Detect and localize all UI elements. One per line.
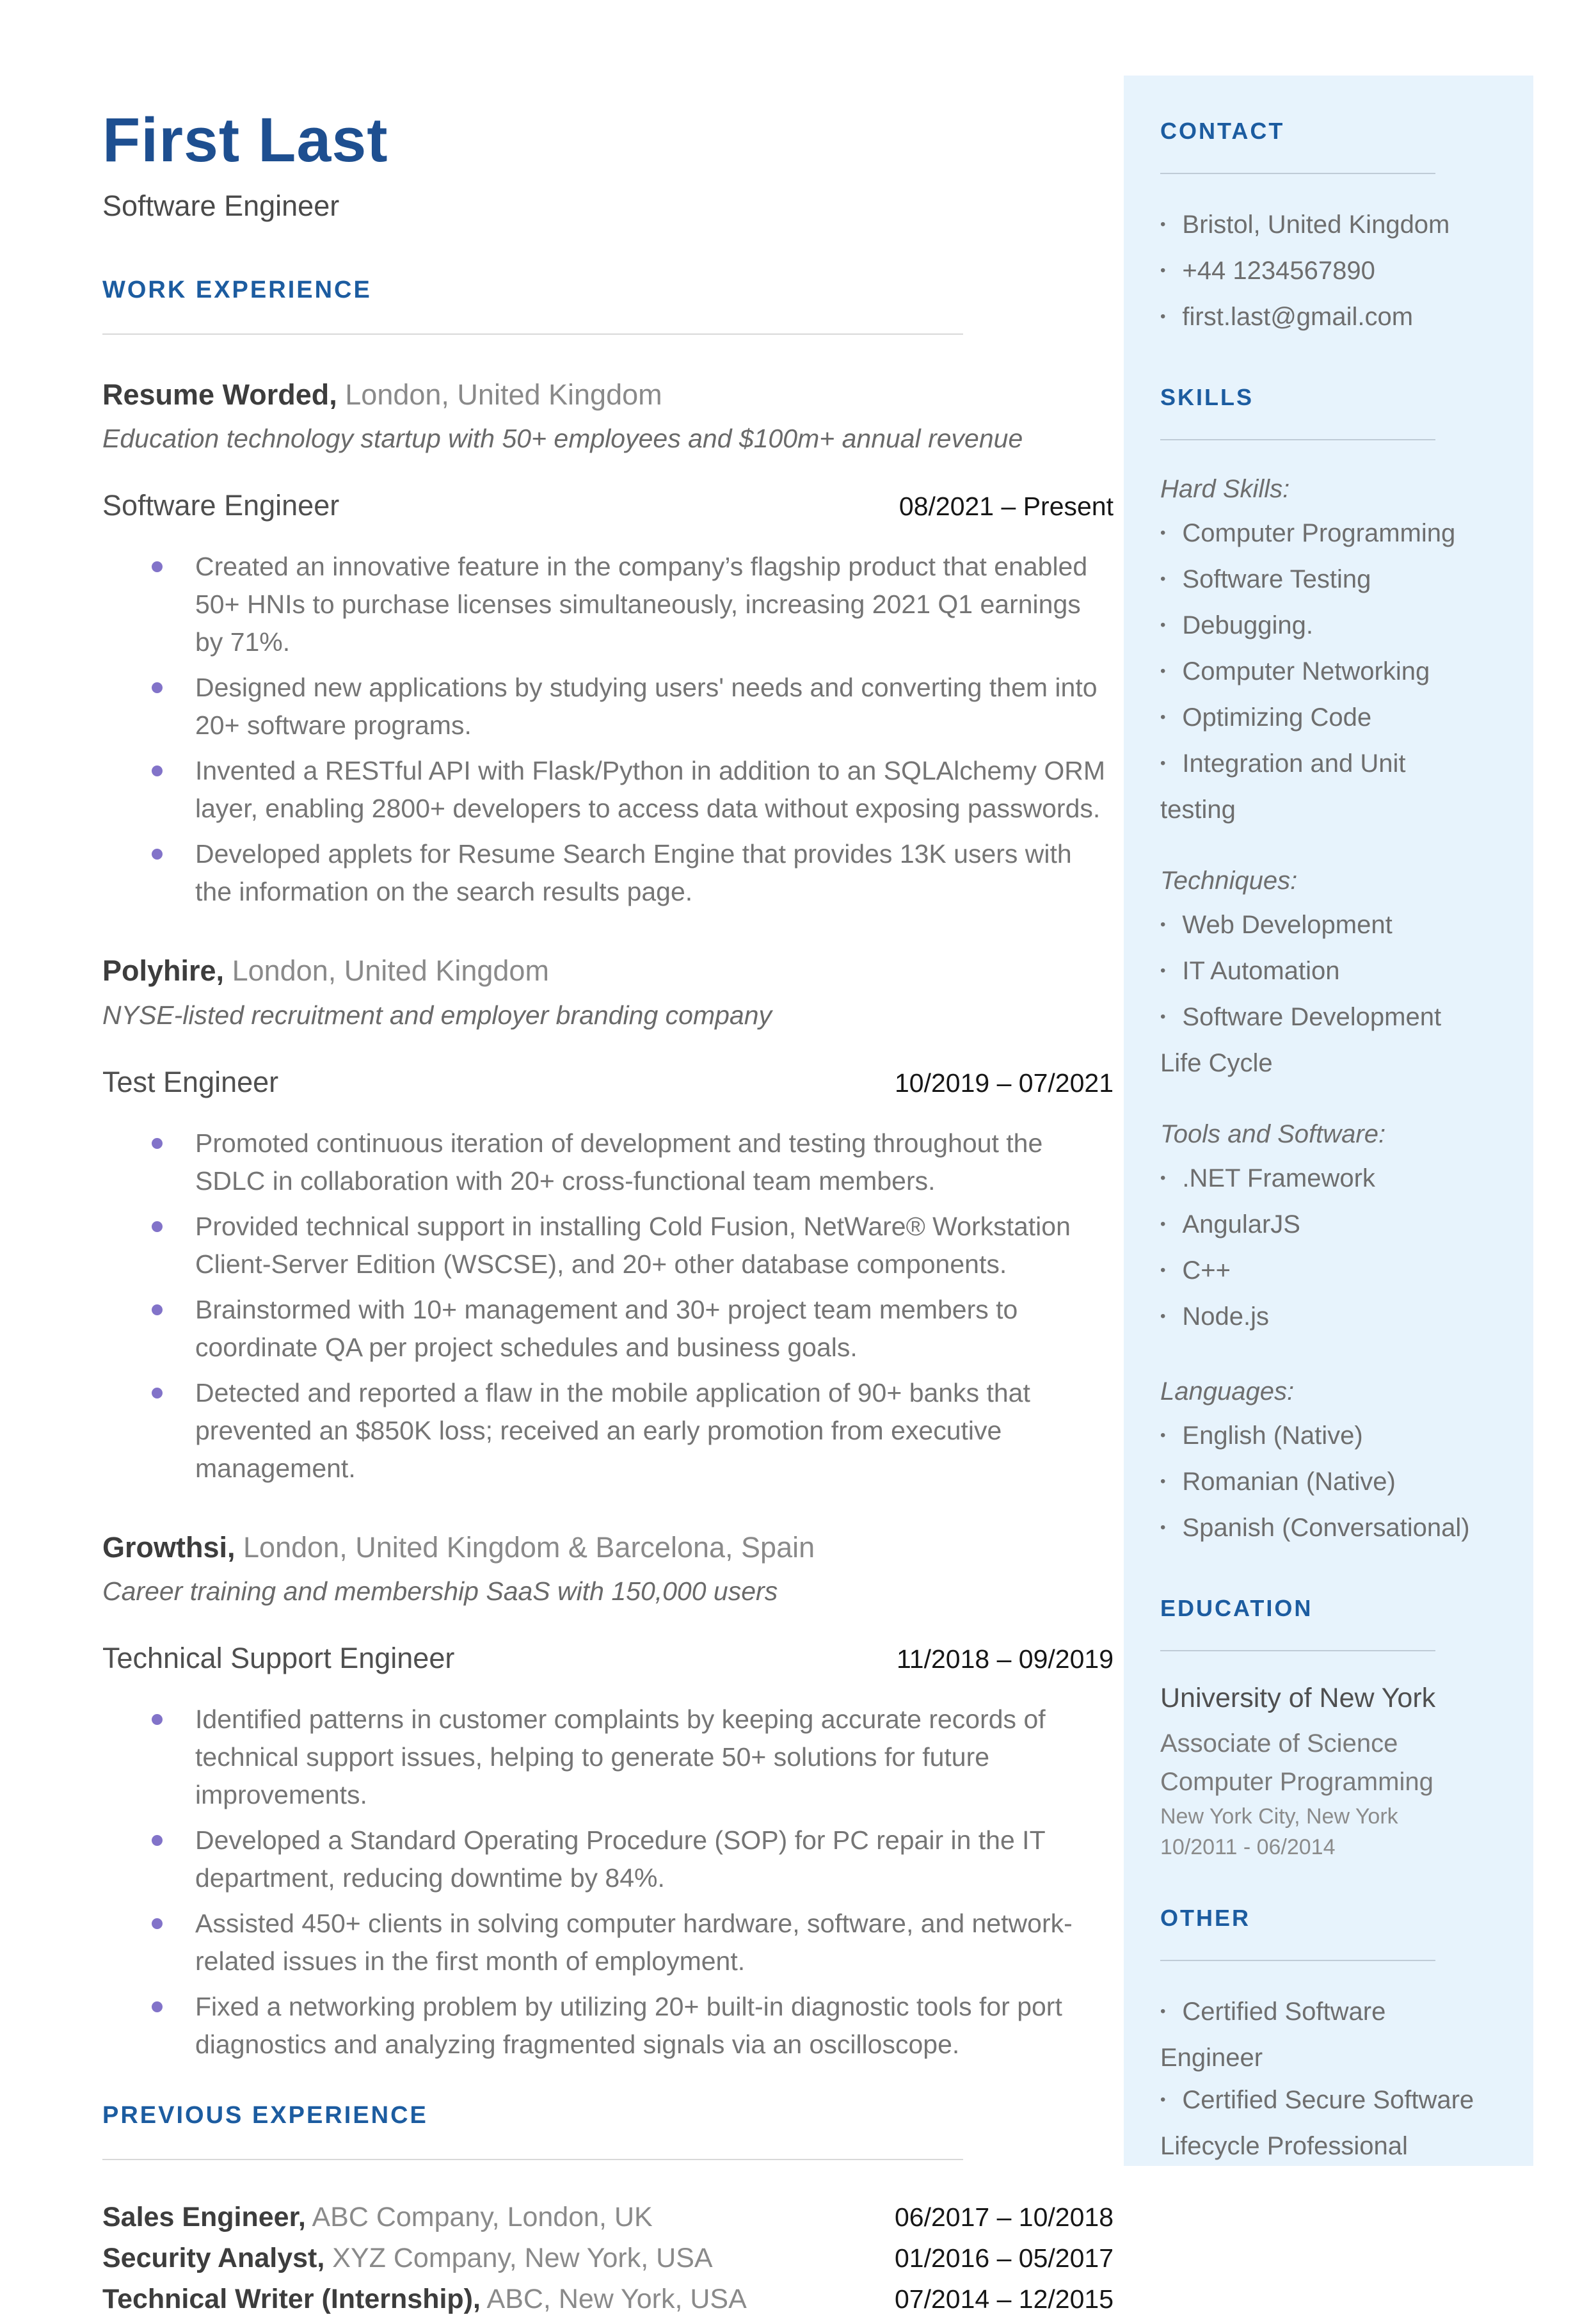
skill-item: • Debugging. [1160,604,1487,650]
skill-item: • C++ [1160,1249,1487,1295]
job-title-row [102,1642,1114,1675]
skills-group-label: Techniques: [1160,867,1298,895]
previous-dates: 06/2017 – 10/2018 [895,2202,1114,2232]
sidebar-section-skills [1160,384,1487,1553]
divider [1160,173,1435,174]
previous-row [102,2201,1114,2233]
previous-role: Security Analyst, [102,2243,325,2274]
company-location: London, United Kingdom [345,378,662,411]
divider [1160,1960,1435,1961]
skills-group-languages [1160,1372,1487,1553]
company-location: London, United Kingdom & Barcelona, Spain [243,1530,815,1564]
sidebar-section-other [1160,1905,1487,2167]
job-dates: 10/2019 – 07/2021 [895,1068,1114,1098]
skill-item: • Software Development Life Cycle [1160,996,1487,1084]
job-bullet: Brainstormed with 10+ management and 30+ project team members to coordinate QA per project schedules and business goals. [195,1291,1114,1366]
skill-item: • Web Development [1160,904,1487,950]
previous-role: Sales Engineer, [102,2202,306,2233]
job-dates: 11/2018 – 09/2019 [897,1644,1114,1674]
skills-list [1160,904,1487,1084]
skill-item: • Integration and Unit testing [1160,742,1487,831]
divider [1160,439,1435,440]
sidebar-title-contact: CONTACT [1160,118,1285,144]
company-line [102,953,1114,989]
previous-role-line [102,2242,713,2274]
job-bullet-list [102,1701,1114,2064]
job-bullet: Created an innovative feature in the company’s flagship product that enabled 50+ HNIs to purchase licenses simultaneously, increasing 2021 Q1 earnings by 71%. [195,548,1114,661]
contact-location: • Bristol, United Kingdom [1160,204,1487,250]
skills-list [1160,1157,1487,1342]
company-name: Resume Worded, [102,378,337,411]
company-name: Polyhire, [102,954,225,988]
skill-item: • Computer Programming [1160,512,1487,558]
job-title: Software Engineer [102,489,340,522]
contact-list [1160,204,1487,342]
job-bullet: Detected and reported a flaw in the mobile application of 90+ banks that prevented an $850K loss; received an early promotion from executive management. [195,1374,1114,1487]
certification-item: • Certified Software Engineer [1160,1991,1487,2079]
company-line [102,1530,1114,1566]
section-title-work-experience: WORK EXPERIENCE [102,276,372,303]
job-bullet-list [102,548,1114,911]
job-title: Test Engineer [102,1065,279,1098]
previous-dates: 01/2016 – 05/2017 [895,2243,1114,2273]
contact-email: • first.last@gmail.com [1160,296,1487,342]
previous-role-line [102,2283,747,2315]
job-bullet: Assisted 450+ clients in solving computer hardware, software, and network-related issues in the first month of employment. [195,1905,1114,1980]
person-job-title: Software Engineer [102,189,340,222]
skill-item: • Software Testing [1160,558,1487,604]
skill-item: • IT Automation [1160,950,1487,996]
sidebar-section-education [1160,1595,1487,1863]
job-dates: 08/2021 – Present [898,492,1114,522]
job-bullet: Provided technical support in installing Cold Fusion, NetWare® Workstation Client-Server Edition (WSCSE), and 20+ other database components. [195,1208,1114,1283]
person-name: First Last [102,105,388,175]
job-entry [102,1530,1114,2064]
job-bullet-list [102,1125,1114,1487]
sidebar-title-other: OTHER [1160,1904,1250,1931]
language-item: • Spanish (Conversational) [1160,1507,1487,1553]
skill-item: • .NET Framework [1160,1157,1487,1203]
education-dates: 10/2011 - 06/2014 [1160,1834,1336,1859]
job-title-row [102,489,1114,522]
company-line [102,377,1114,413]
job-bullet: Promoted continuous iteration of development and testing throughout the SDLC in collaboration with 20+ cross-functional team members. [195,1125,1114,1200]
section-title-previous-experience: PREVIOUS EXPERIENCE [102,2102,428,2129]
company-description: Education technology startup with 50+ employees and $100m+ annual revenue [102,424,1023,454]
previous-row [102,2283,1114,2315]
previous-role-line [102,2201,653,2233]
company-description: Career training and membership SaaS with 150,000 users [102,1576,778,1607]
previous-dates: 07/2014 – 12/2015 [895,2284,1114,2314]
job-bullet: Fixed a networking problem by utilizing 20+ built-in diagnostic tools for port diagnostics and analyzing fragmented signals via an oscilloscope. [195,1988,1114,2064]
sidebar-title-skills: SKILLS [1160,384,1254,410]
divider [102,333,963,335]
skills-group-label: Hard Skills: [1160,475,1290,503]
previous-org: ABC, New York, USA [486,2284,747,2315]
divider [102,2159,963,2160]
education-degree: Associate of Science [1160,1729,1398,1758]
job-entry [102,377,1114,911]
skills-group-techniques [1160,861,1487,1084]
certification-item: • Certified Secure Software Lifecycle Professional [1160,2079,1487,2167]
job-bullet: Developed a Standard Operating Procedure (SOP) for PC repair in the IT department, reducing downtime by 84%. [195,1822,1114,1897]
job-title-row [102,1066,1114,1099]
skills-group-tools [1160,1115,1487,1342]
skill-item: • Computer Networking [1160,650,1487,696]
company-location: London, United Kingdom [232,954,549,988]
contact-phone: • +44 1234567890 [1160,250,1487,296]
previous-org: XYZ Company, New York, USA [332,2243,713,2274]
education-school: University of New York [1160,1683,1436,1713]
main-column [102,0,1114,2324]
job-bullet: Developed applets for Resume Search Engine that provides 13K users with the information on the search results page. [195,835,1114,911]
job-bullet: Identified patterns in customer complaints by keeping accurate records of technical support issues, helping to generate 50+ solutions for future improvements. [195,1701,1114,1814]
sidebar-title-education: EDUCATION [1160,1595,1313,1621]
job-entry [102,953,1114,1487]
company-description: NYSE-listed recruitment and employer branding company [102,1000,772,1030]
certifications-list [1160,1991,1487,2167]
sidebar-section-contact [1160,118,1487,342]
skills-group-hard-skills [1160,470,1487,831]
job-bullet: Designed new applications by studying users' needs and converting them into 20+ software programs. [195,669,1114,744]
previous-org: ABC Company, London, UK [312,2202,653,2233]
previous-row [102,2242,1114,2274]
previous-role: Technical Writer (Internship), [102,2284,481,2315]
previous-experience-list [102,2201,1114,2315]
company-name: Growthsi, [102,1530,236,1564]
education-location: New York City, New York [1160,1804,1398,1829]
job-title: Technical Support Engineer [102,1642,455,1675]
divider [1160,1650,1435,1651]
skill-item: • Node.js [1160,1295,1487,1342]
skills-group-label: Tools and Software: [1160,1120,1386,1148]
languages-list [1160,1414,1487,1553]
job-bullet: Invented a RESTful API with Flask/Python in addition to an SQLAlchemy ORM layer, enabling 2800+ developers to access data without exposing passwords. [195,752,1114,828]
skills-list [1160,512,1487,831]
skills-group-label: Languages: [1160,1377,1295,1406]
skill-item: • AngularJS [1160,1203,1487,1249]
language-item: • English (Native) [1160,1414,1487,1461]
education-field: Computer Programming [1160,1767,1433,1796]
language-item: • Romanian (Native) [1160,1461,1487,1507]
skill-item: • Optimizing Code [1160,696,1487,742]
sidebar [1124,76,1533,2166]
